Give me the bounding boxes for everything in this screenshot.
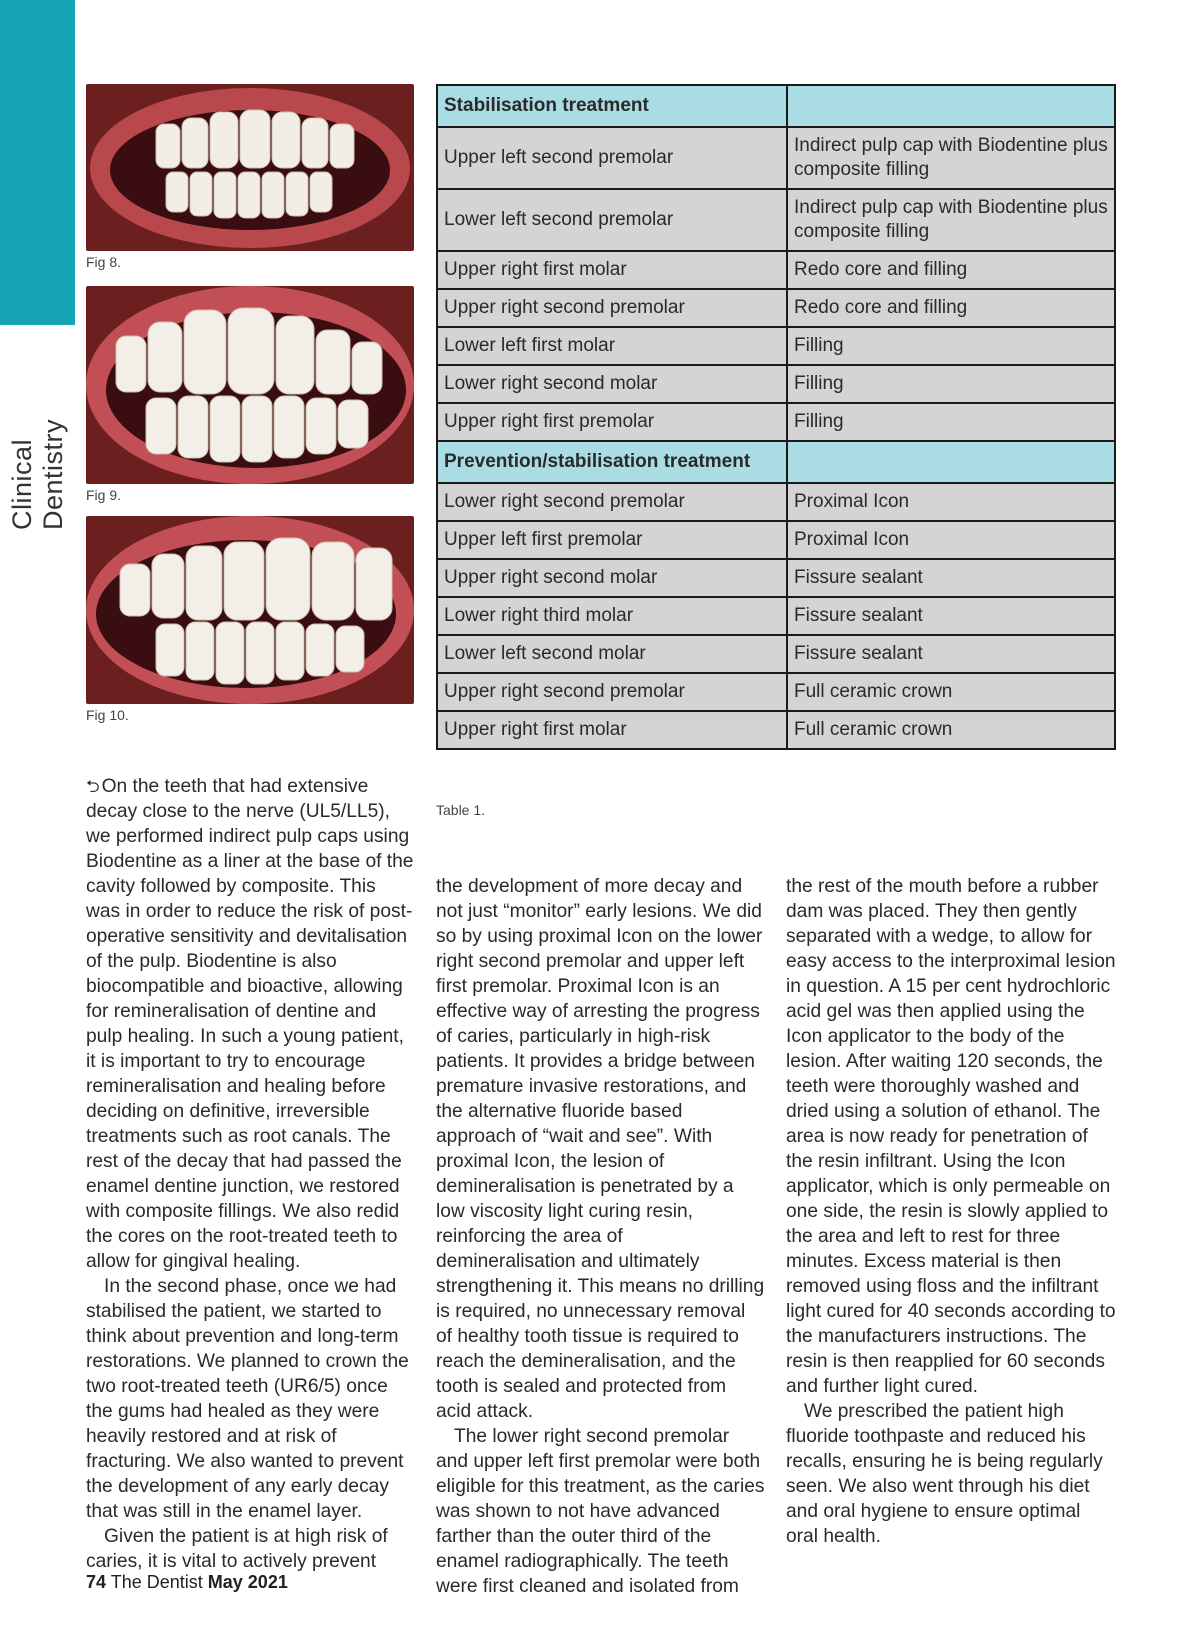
table-row <box>437 289 1115 327</box>
fig-9-photo <box>86 286 414 484</box>
page-number: 74 <box>86 1572 107 1592</box>
paragraph: Given the patient is at high risk of caries, it is vital to actively prevent <box>86 1526 388 1572</box>
treatment-table <box>436 84 1116 750</box>
treatment-cell: Filling <box>787 365 1115 403</box>
body-column-2 <box>436 874 766 1599</box>
section-tab <box>0 0 75 325</box>
page-footer <box>86 1572 288 1593</box>
paragraph: ⮌ On the teeth that had extensive decay close to the nerve (UL5/LL5), we performed indirect pulp caps using Biodentine as a liner at the base of the cavity followed by composite. This was in order to reduce the risk of post-operative sensitivity and devitalisation of the pulp. Biodentine is also biocompatible and bioactive, allowing for remineralisation of dentine and pulp healing. In such a young patient, it is important to try to encourage remineralisation and healing before deciding on definitive, irreversible treatments such as root canals. The rest of the decay that had passed the enamel dentine junction, we restored with composite fillings. We also redid the cores on the root-treated teeth to allow for gingival healing. <box>86 776 414 1272</box>
tooth-cell: Upper right second premolar <box>437 673 787 711</box>
tooth-cell: Lower right third molar <box>437 597 787 635</box>
tooth-cell: Lower left second molar <box>437 635 787 673</box>
tooth-cell: Upper right second premolar <box>437 289 787 327</box>
fig-9-caption: Fig 9. <box>86 487 122 503</box>
treatment-cell: Indirect pulp cap with Biodentine plus composite filling <box>787 127 1115 189</box>
table-row <box>437 251 1115 289</box>
treatment-cell: Filling <box>787 403 1115 441</box>
tooth-cell: Lower left second premolar <box>437 189 787 251</box>
treatment-cell: Fissure sealant <box>787 559 1115 597</box>
treatment-cell: Full ceramic crown <box>787 711 1115 749</box>
table-row <box>437 127 1115 189</box>
section-header-empty-cell <box>787 85 1115 127</box>
treatment-cell: Proximal Icon <box>787 521 1115 559</box>
paragraph: In the second phase, once we had stabilised the patient, we started to think about prevention and long-term restorations. We planned to crown the two root-treated teeth (UR6/5) once the gums had healed as they were heavily restored and at risk of fracturing. We also wanted to prevent the development of any early decay that was still in the enamel layer. <box>86 1276 409 1522</box>
table-section-header <box>437 441 1115 483</box>
table-row <box>437 635 1115 673</box>
treatment-cell: Proximal Icon <box>787 483 1115 521</box>
tooth-cell: Lower left first molar <box>437 327 787 365</box>
treatment-cell: Indirect pulp cap with Biodentine plus composite filling <box>787 189 1115 251</box>
tooth-cell: Upper right first premolar <box>437 403 787 441</box>
tooth-cell: Upper right first molar <box>437 711 787 749</box>
continuation-arrow-icon: ⮌ <box>86 777 100 796</box>
tooth-cell: Upper right first molar <box>437 251 787 289</box>
fig-10-caption: Fig 10. <box>86 707 129 723</box>
table-row <box>437 483 1115 521</box>
table-row <box>437 521 1115 559</box>
table-row <box>437 711 1115 749</box>
table-row <box>437 559 1115 597</box>
section-title: Stabilisation treatment <box>437 85 787 127</box>
tooth-cell: Upper right second molar <box>437 559 787 597</box>
table-section-header <box>437 85 1115 127</box>
fig-8-caption: Fig 8. <box>86 254 122 270</box>
treatment-cell: Redo core and filling <box>787 289 1115 327</box>
body-column-1 <box>86 774 414 1574</box>
fig-10-photo <box>86 516 414 704</box>
body-column-3 <box>786 874 1116 1549</box>
tooth-cell: Upper left second premolar <box>437 127 787 189</box>
fig-8-photo <box>86 84 414 251</box>
section-title: Prevention/stabilisation treatment <box>437 441 787 483</box>
section-header-empty-cell <box>787 441 1115 483</box>
treatment-cell: Filling <box>787 327 1115 365</box>
table-row <box>437 673 1115 711</box>
table-caption: Table 1. <box>436 802 486 818</box>
table-row <box>437 403 1115 441</box>
paragraph: the development of more decay and not just “monitor” early lesions. We did so by using proximal Icon on the lower right second premolar and upper left first premolar. Proximal Icon is an effective way of arresting the progress of caries, particularly in high-risk patients. It provides a bridge between premature invasive restorations, and the alternative fluoride based approach of “wait and see”. With proximal Icon, the lesion of demineralisation is penetrated by a low viscosity light curing resin, reinforcing the area of demineralisation and ultimately strengthening it. This means no drilling is required, no unnecessary removal of healthy tooth tissue is required to reach the demineralisation, and the tooth is sealed and protected from acid attack. <box>436 876 765 1422</box>
table-row <box>437 189 1115 251</box>
paragraph: We prescribed the patient high fluoride toothpaste and reduced his recalls, ensuring he is being regularly seen. We also went through his diet and oral hygiene to ensure optimal oral health. <box>786 1401 1103 1547</box>
table-row <box>437 327 1115 365</box>
treatment-cell: Fissure sealant <box>787 635 1115 673</box>
table-row <box>437 365 1115 403</box>
tooth-cell: Lower right second premolar <box>437 483 787 521</box>
section-label: Clinical Dentistry <box>7 418 68 530</box>
treatment-cell: Redo core and filling <box>787 251 1115 289</box>
paragraph: The lower right second premolar and upper left first premolar were both eligible for this treatment, as the caries was shown to not have advanced farther than the outer third of the enamel radiographically. The teeth were first cleaned and isolated from <box>436 1426 765 1597</box>
treatment-cell: Fissure sealant <box>787 597 1115 635</box>
treatment-cell: Full ceramic crown <box>787 673 1115 711</box>
table-row <box>437 597 1115 635</box>
publication-name: The Dentist <box>110 1572 203 1592</box>
paragraph: the rest of the mouth before a rubber dam was placed. They then gently separated with a wedge, to allow for easy access to the interproximal lesion in question. A 15 per cent hydrochloric acid gel was then applied using the Icon applicator to the body of the lesion. After waiting 120 seconds, the teeth were thoroughly washed and dried using a solution of ethanol. The area is now ready for penetration of the resin infiltrant. Using the Icon applicator, which is only permeable on one side, the resin is slowly applied to the area and left to rest for three minutes. Excess material is then removed using floss and the infiltrant light cured for 40 seconds according to the manufacturers instructions. The resin is then reapplied for 60 seconds and further light cured. <box>786 876 1116 1397</box>
tooth-cell: Upper left first premolar <box>437 521 787 559</box>
issue-date: May 2021 <box>207 1572 288 1592</box>
tooth-cell: Lower right second molar <box>437 365 787 403</box>
